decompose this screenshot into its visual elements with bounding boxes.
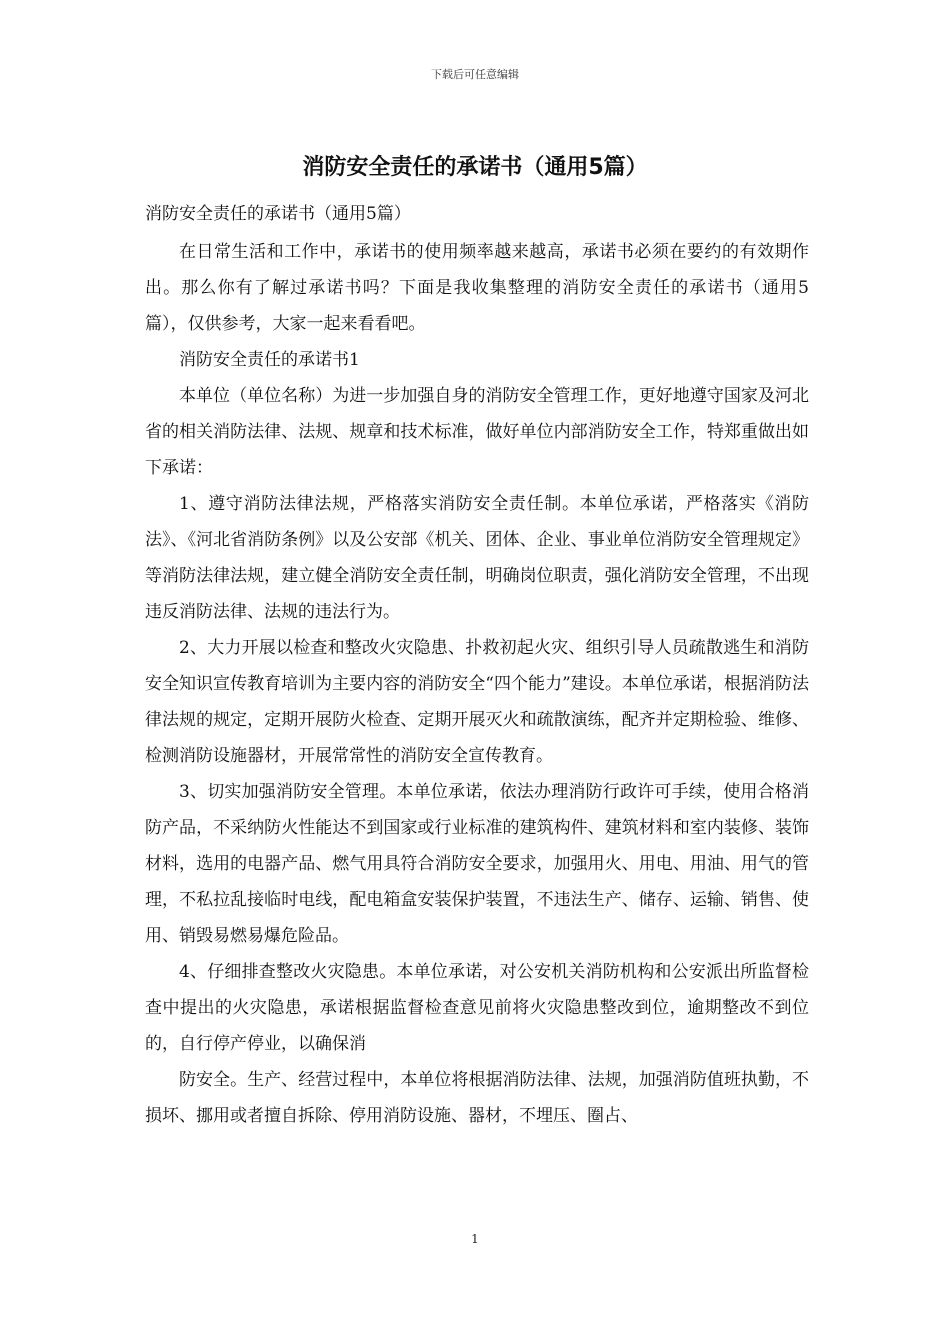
document-title: 消防安全责任的承诺书（通用5篇）: [302, 155, 648, 180]
header-note: 下载后可任意编辑: [431, 68, 519, 81]
document-body: [145, 196, 809, 1134]
paragraph-item-1: 1、遵守消防法律法规，严格落实消防安全责任制。本单位承诺，严格落实《消防法》、《河北省消防条例》以及公安部《机关、团体、企业、事业单位消防安全管理规定》等消防法律法规，建立健全消防安全责任制，明确岗位职责，强化消防安全管理，不出现违反消防法律、法规的违法行为。: [145, 494, 809, 622]
paragraph-item-4-continued: 防安全。生产、经营过程中，本单位将根据消防法律、法规，加强消防值班执勤，不损坏、挪用或者擅自拆除、停用消防设施、器材，不埋压、圈占、: [145, 1070, 809, 1126]
page-number: 1: [471, 1232, 479, 1246]
paragraph-item-4: 4、仔细排查整改火灾隐患。本单位承诺，对公安机关消防机构和公安派出所监督检查中提出的火灾隐患，承诺根据监督检查意见前将火灾隐患整改到位，逾期整改不到位的，自行停产停业，以确保消: [145, 962, 809, 1054]
paragraph-item-3: 3、切实加强消防安全管理。本单位承诺，依法办理消防行政许可手续，使用合格消防产品，不采纳防火性能达不到国家或行业标准的建筑构件、建筑材料和室内装修、装饰材料，选用的电器产品、燃气用具符合消防安全要求，加强用火、用电、用油、用气的管理，不私拉乱接临时电线，配电箱盒安装保护装置，不违法生产、储存、运输、销售、使用、销毁易燃易爆危险品。: [145, 782, 809, 946]
paragraph-intro: 在日常生活和工作中，承诺书的使用频率越来越高，承诺书必须在要约的有效期作出。那么你有了解过承诺书吗？下面是我收集整理的消防安全责任的承诺书（通用5篇），仅供参考，大家一起来看看吧。: [145, 242, 809, 334]
paragraph-commitment-intro: 本单位（单位名称）为进一步加强自身的消防安全管理工作，更好地遵守国家及河北省的相关消防法律、法规、规章和技术标准，做好单位内部消防安全工作，特郑重做出如下承诺：: [145, 386, 809, 478]
section-heading: 消防安全责任的承诺书1: [179, 350, 360, 370]
paragraph-item-2: 2、大力开展以检查和整改火灾隐患、扑救初起火灾、组织引导人员疏散逃生和消防安全知识宣传教育培训为主要内容的消防安全“四个能力”建设。本单位承诺，根据消防法律法规的规定，定期开展防火检查、定期开展灭火和疏散演练，配齐并定期检验、维修、检测消防设施器材，开展常常性的消防安全宣传教育。: [145, 638, 809, 766]
document-subtitle: 消防安全责任的承诺书（通用5篇）: [145, 204, 411, 224]
